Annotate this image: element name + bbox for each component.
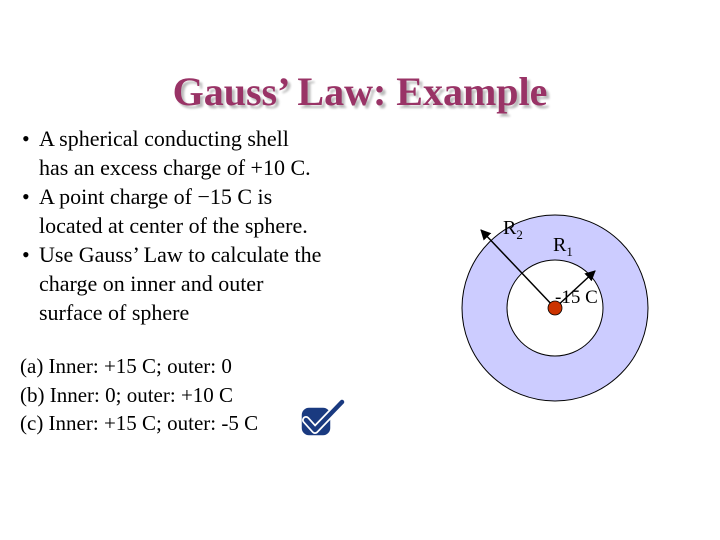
slide-title: Gauss’ Law: Example: [172, 69, 548, 114]
charge-label: -15 C: [555, 287, 598, 308]
bullet-text-line: charge on inner and outer: [39, 271, 264, 296]
bullet-text-line: has an excess charge of +10 C.: [39, 155, 311, 180]
bullet-text-line: A point charge of −15 C is: [39, 184, 273, 209]
bullet-item: [22, 182, 382, 240]
bullet-item: [22, 124, 382, 182]
r2-label: $R_2$: [503, 217, 523, 242]
bullet-text-line: surface of sphere: [39, 300, 190, 325]
bullet-marker: •: [22, 184, 30, 209]
bullet-marker: •: [22, 242, 30, 267]
bullet-marker: •: [22, 126, 30, 151]
bullet-text-line: A spherical conducting shell: [39, 126, 289, 151]
bullet-list: [22, 124, 382, 327]
answer-option-b: (b) Inner: 0; outer: +10 C: [20, 382, 234, 407]
checkmark-icon: [296, 398, 348, 442]
r1-label: $R_1$: [553, 234, 573, 259]
answer-option-a: (a) Inner: +15 C; outer: 0: [20, 354, 232, 378]
sphere-diagram: [455, 188, 655, 428]
answer-options: [20, 352, 340, 438]
bullet-text-line: located at center of the sphere.: [39, 213, 308, 238]
bullet-item: [22, 240, 382, 327]
bullet-text-line: Use Gauss’ Law to calculate the: [39, 242, 322, 267]
answer-option-c: (c) Inner: +15 C; outer: -5 C: [20, 411, 259, 435]
